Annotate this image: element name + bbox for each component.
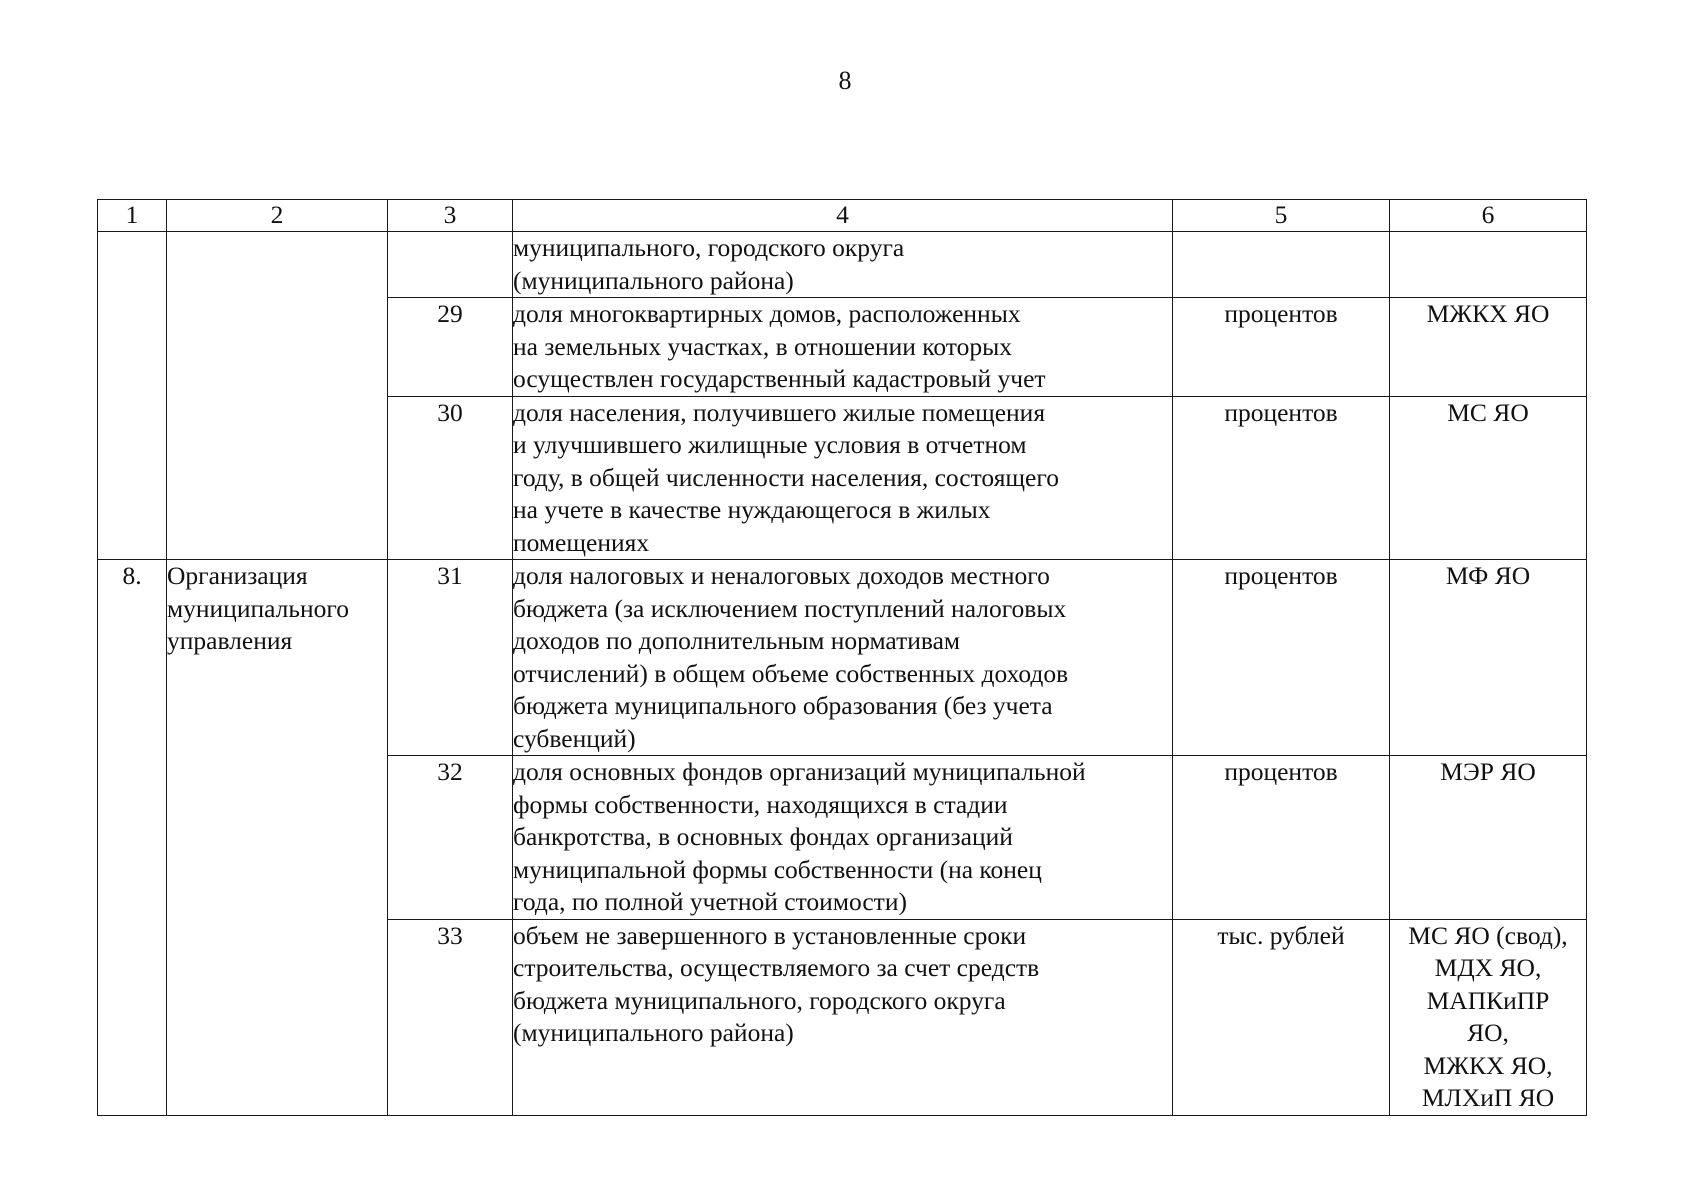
- table-row: [98, 560, 1587, 756]
- indicator-code-cell: [388, 232, 513, 298]
- source-line: МС ЯО (свод),: [1408, 920, 1568, 950]
- text-line: на учете в качестве нуждающегося в жилых: [513, 495, 991, 524]
- source-line: МЖКХ ЯО,: [1423, 1050, 1553, 1080]
- indicator-code: 33: [388, 919, 513, 1115]
- source-line: ЯО,: [1467, 1018, 1509, 1047]
- header-col-5: 5: [1173, 200, 1390, 232]
- section-name: [167, 560, 388, 1116]
- text-line: года, по полной учетной стоимости): [513, 887, 907, 916]
- source: [1390, 396, 1587, 560]
- source: [1390, 560, 1587, 756]
- text-line: доля многоквартирных домов, расположенных: [513, 299, 1021, 328]
- text-line: осуществлен государственный кадастровый учет: [513, 364, 1046, 393]
- unit: тыс. рублей: [1173, 919, 1390, 1115]
- unit-cell: [1173, 232, 1390, 298]
- text-line: отчислений) в общем объеме собственных доходов: [513, 658, 1069, 688]
- source: [1390, 756, 1587, 920]
- text-line: доля населения, получившего жилые помещения: [513, 397, 1046, 427]
- indicator-text-cell: [513, 560, 1173, 756]
- indicator-text-cell: [513, 232, 1173, 298]
- text-line: строительства, осуществляемого за счет средств: [513, 953, 1040, 982]
- text-line: помещениях: [513, 527, 650, 557]
- text-line: муниципальной формы собственности (на конец: [513, 854, 1042, 884]
- text-line: бюджета муниципального образования (без учета: [513, 691, 1053, 720]
- source: [1390, 919, 1587, 1115]
- indicator-code: 29: [388, 298, 513, 397]
- table-row-continuation: [98, 232, 1587, 298]
- header-col-2: 2: [167, 200, 388, 232]
- section-number-cell-empty: [98, 232, 167, 560]
- section-number: 8.: [98, 560, 167, 1116]
- source-line: МЭР ЯО: [1440, 757, 1536, 786]
- text-line: субвенций): [513, 723, 636, 753]
- text-line: доля налоговых и неналоговых доходов местного: [513, 561, 1050, 590]
- unit: процентов: [1173, 560, 1390, 756]
- source-line: МДХ ЯО,: [1434, 953, 1542, 982]
- indicator-code: 32: [388, 756, 513, 920]
- section-name-line: Организация: [167, 561, 308, 590]
- text-line: на земельных участках, в отношении которых: [513, 331, 1012, 361]
- source-cell: [1390, 232, 1587, 298]
- section-name-line: муниципального: [167, 593, 349, 623]
- source-line: МЖКХ ЯО: [1426, 299, 1550, 328]
- header-row: [98, 200, 1587, 232]
- text-line: (муниципального района): [513, 1018, 794, 1047]
- indicator-text-cell: [513, 396, 1173, 560]
- header-col-6: 6: [1390, 200, 1587, 232]
- text-line: формы собственности, находящихся в стадии: [513, 789, 1008, 819]
- text-line: (муниципального района): [513, 265, 794, 295]
- section-name-line: управления: [167, 626, 293, 655]
- indicator-text-cell: [513, 756, 1173, 920]
- indicators-table: [97, 199, 1587, 1116]
- text-line: году, в общей численности населения, состоящего: [513, 462, 1059, 492]
- header-col-3: 3: [388, 200, 513, 232]
- indicator-text-cell: [513, 298, 1173, 397]
- text-line: объем не завершенного в установленные сроки: [513, 920, 1027, 950]
- indicator-code: 30: [388, 396, 513, 560]
- header-col-4: 4: [513, 200, 1173, 232]
- source-line: МАПКиПР: [1426, 985, 1550, 1015]
- text-line: банкротства, в основных фондах организаций: [513, 822, 1013, 851]
- section-name-cell-empty: [167, 232, 388, 560]
- page-number: 8: [838, 66, 852, 95]
- text-line: бюджета (за исключением поступлений налоговых: [513, 593, 1067, 623]
- indicator-code: 31: [388, 560, 513, 756]
- text-line: бюджета муниципального, городского округа: [513, 985, 1006, 1015]
- source-line: МФ ЯО: [1445, 561, 1531, 590]
- unit: процентов: [1173, 396, 1390, 560]
- indicator-text-cell: [513, 919, 1173, 1115]
- header-col-1: 1: [98, 200, 167, 232]
- source: [1390, 298, 1587, 397]
- source-line: МС ЯО: [1447, 397, 1529, 427]
- source-line: МЛХиП ЯО: [1421, 1083, 1555, 1112]
- text-line: муниципального, городского округа: [513, 233, 905, 262]
- text-line: доля основных фондов организаций муниципальной: [513, 757, 1086, 786]
- text-line: доходов по дополнительным нормативам: [513, 626, 961, 655]
- unit: процентов: [1173, 298, 1390, 397]
- text-line: и улучшившего жилищные условия в отчетном: [513, 430, 1027, 459]
- unit: процентов: [1173, 756, 1390, 920]
